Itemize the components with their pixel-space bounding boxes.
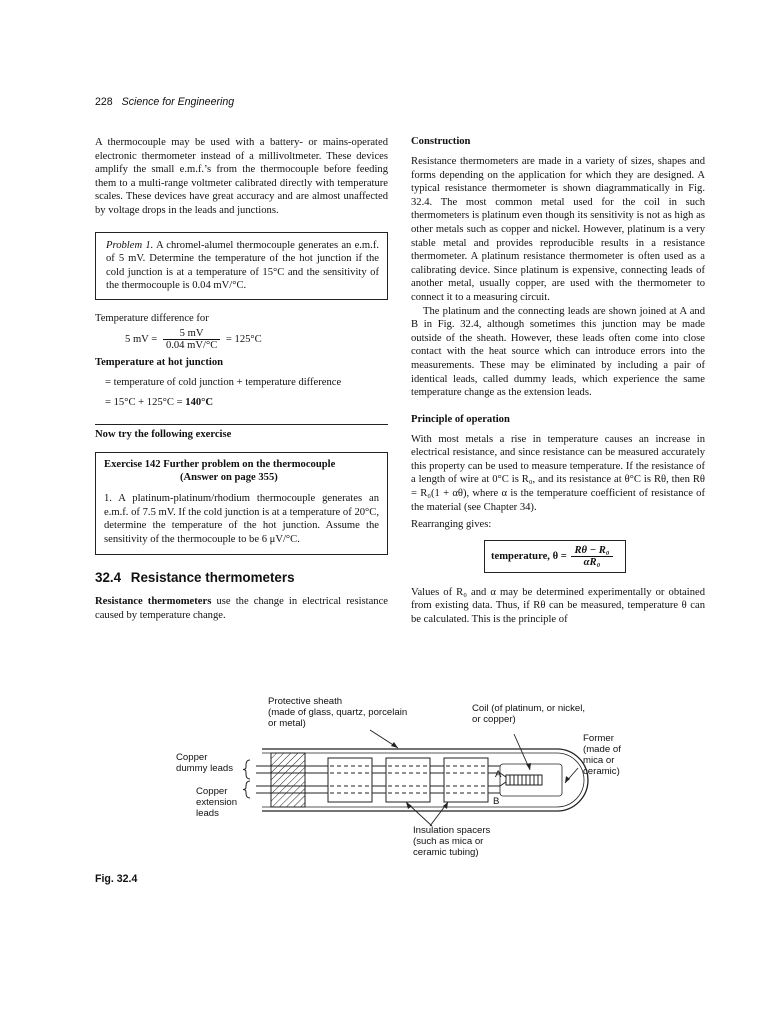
formula-lhs: temperature, θ = (491, 550, 567, 562)
left-column (95, 136, 388, 622)
intro-paragraph: A thermocouple may be used with a battery- or mains-operated electronic thermometer instead of a millivoltmeter. These devices amplify the small e.m.f.’s from the thermocouple before feeding them to a multi-range voltmeter calibrated directly with temperature scales. These devices have great accuracy and are almost unaffected by voltage drops in the leads and junctions. (95, 137, 388, 216)
divider-rule (95, 424, 388, 425)
problem-body: A chromel-alumel thermocouple generates an e.m.f. of 5 mV. Determine the temperature of the hot junction if the cold junction is at a temperature of 15°C and the sensitivity of the thermocouple is 0.04 mV/°C. (106, 239, 379, 292)
exercise-answer-ref: (Answer on page 355) (180, 472, 278, 484)
rt-bold-term: Resistance thermometers (95, 596, 212, 608)
problem-box (95, 232, 388, 300)
page-number: 228 (95, 96, 113, 108)
extension-leads-label (196, 786, 237, 819)
junction-a-label: A (495, 769, 502, 780)
rearranging-text: Rearranging gives: (411, 519, 492, 531)
problem-text (106, 239, 379, 293)
extension-label-line: extension (196, 797, 238, 808)
platinum-coil (506, 775, 542, 785)
eq-numerator: 5 mV (163, 328, 220, 340)
figure-32-4 (0, 690, 768, 890)
coil-label-line: or copper) (472, 714, 516, 725)
rt-paragraph (95, 595, 388, 622)
former-label-line: mica or (583, 755, 615, 766)
insulation-spacer (444, 758, 488, 802)
former-tube (500, 764, 562, 796)
section-number: 32.4 (95, 570, 122, 586)
now-try-heading: Now try the following exercise (95, 428, 232, 440)
rt-text: use the change in electrical resistance caused by temperature change. (95, 596, 388, 621)
spacers-label (413, 825, 490, 858)
hot-line-1: = temperature of cold junction + temperature difference (105, 376, 342, 388)
formula-numerator: Rθ − R₀ (571, 545, 612, 557)
construction-paragraph-1: Resistance thermometers are made in a variety of sizes, shapes and forms depending on the application for which they are designed. A typical resistance thermometer is shown diagrammatically in Fig. 32.4. The most common metal used for the coil in such thermometers is platinum even though its sensitivity is not as high as other metals such as copper and nickel. However, platinum is a very stable metal and provides reproducible results in a resistance thermometer. A platinum resistance thermometer is often used as a calibrating device. Since platinum is expensive, connecting leads of another metal, usually copper, are used with the thermometer to connect it to a measuring circuit. (411, 156, 705, 303)
exercise-item-1: 1. A platinum-platinum/rhodium thermocouple generates an e.m.f. of 7.5 mV. If the cold junction is at a temperature of 20°C, determine the temperature of the hot junction. Assume the sensitivity of the thermocouple to be 6 μV/°C. (104, 492, 379, 545)
junction-b-wire (500, 782, 506, 786)
coil-label-line: Coil (of platinum, or nickel, (472, 703, 586, 714)
section-title: Resistance thermometers (130, 570, 295, 586)
former-label (583, 733, 621, 777)
principle-paragraph: With most metals a rise in temperature causes an increase in electrical resistance, and since resistance can be measured accurately this property can be used to measure temperature. If the resistance of a length of wire at 0°C is R₀, and its resistance at θ°C is Rθ, then Rθ = R₀(1 + αθ), where α is the temperature coefficient of resistance of the material (see Chapter 34). (411, 433, 705, 513)
extension-label-line: leads (196, 808, 219, 819)
figure-caption: Fig. 32.4 (95, 873, 138, 885)
principle-heading: Principle of operation (411, 413, 510, 425)
equation-temp-diff (95, 328, 388, 351)
exercise-title: Exercise 142 Further problem on the thermocouple (104, 458, 336, 470)
junction-b-label: B (493, 796, 500, 807)
formula-box (484, 540, 626, 573)
running-header (95, 96, 234, 108)
dummy-label-line: Copper (176, 752, 208, 763)
hot-line-2-a: = 15°C + 125°C = (105, 397, 183, 409)
exercise-box (95, 452, 388, 556)
sheath-label-line: Protective sheath (268, 696, 343, 707)
hot-junction-heading: Temperature at hot junction (95, 356, 224, 368)
extension-label-line: Copper (196, 786, 228, 797)
temp-diff-label: Temperature difference for (95, 312, 209, 324)
eq-lhs: 5 mV = (125, 333, 158, 345)
insulation-spacer (328, 758, 372, 802)
eq-rhs: = 125°C (225, 333, 262, 345)
dummy-leads-label (176, 752, 233, 774)
construction-heading: Construction (411, 136, 471, 147)
formula-fraction (571, 545, 612, 568)
values-paragraph: Values of R₀ and α may be determined experimentally or obtained from existing data. Thus, if Rθ can be measured, temperature θ can be calculated. This is the principle of (411, 586, 705, 626)
coil-label (472, 703, 585, 725)
section-heading (95, 570, 388, 585)
former-label-line: ceramic) (583, 766, 620, 777)
spacers-label-line: ceramic tubing) (413, 847, 479, 858)
eq-fraction (163, 328, 220, 351)
dummy-leads-brace (243, 760, 250, 779)
coil-windings (510, 775, 538, 785)
eq-denominator: 0.04 mV/°C (165, 339, 218, 351)
former-label-line: (made of (583, 744, 621, 755)
insulation-spacer (386, 758, 430, 802)
hot-line-2 (95, 396, 388, 410)
spacers-label-line: (such as mica or (413, 836, 484, 847)
book-title: Science for Engineering (121, 96, 235, 108)
problem-label: Problem 1. (106, 239, 154, 251)
spacers-label-line: Insulation spacers (413, 825, 491, 836)
formula-denominator: αR₀ (583, 556, 601, 568)
sheath-label-line: (made of glass, quartz, porcelain (268, 707, 408, 718)
sheath-label (268, 696, 407, 729)
construction-paragraph-2: The platinum and the connecting leads are shown joined at A and B in Fig. 32.4, although sometimes this junction may be made outside of the sheath. However, these leads often come into close contact with the heat source which can introduce errors into the measurements. These may be eliminated by including a pair of identical leads, called dummy leads, which experience the same temperature change as the extension leads. (411, 305, 705, 399)
former-label-line: Former (583, 733, 614, 744)
right-column (411, 136, 705, 627)
sheath-label-line: or metal) (268, 718, 306, 729)
hot-result: 140°C (185, 397, 214, 409)
extension-leads-brace (243, 781, 250, 798)
hatched-plug (271, 753, 305, 807)
dummy-label-line: dummy leads (176, 763, 234, 774)
